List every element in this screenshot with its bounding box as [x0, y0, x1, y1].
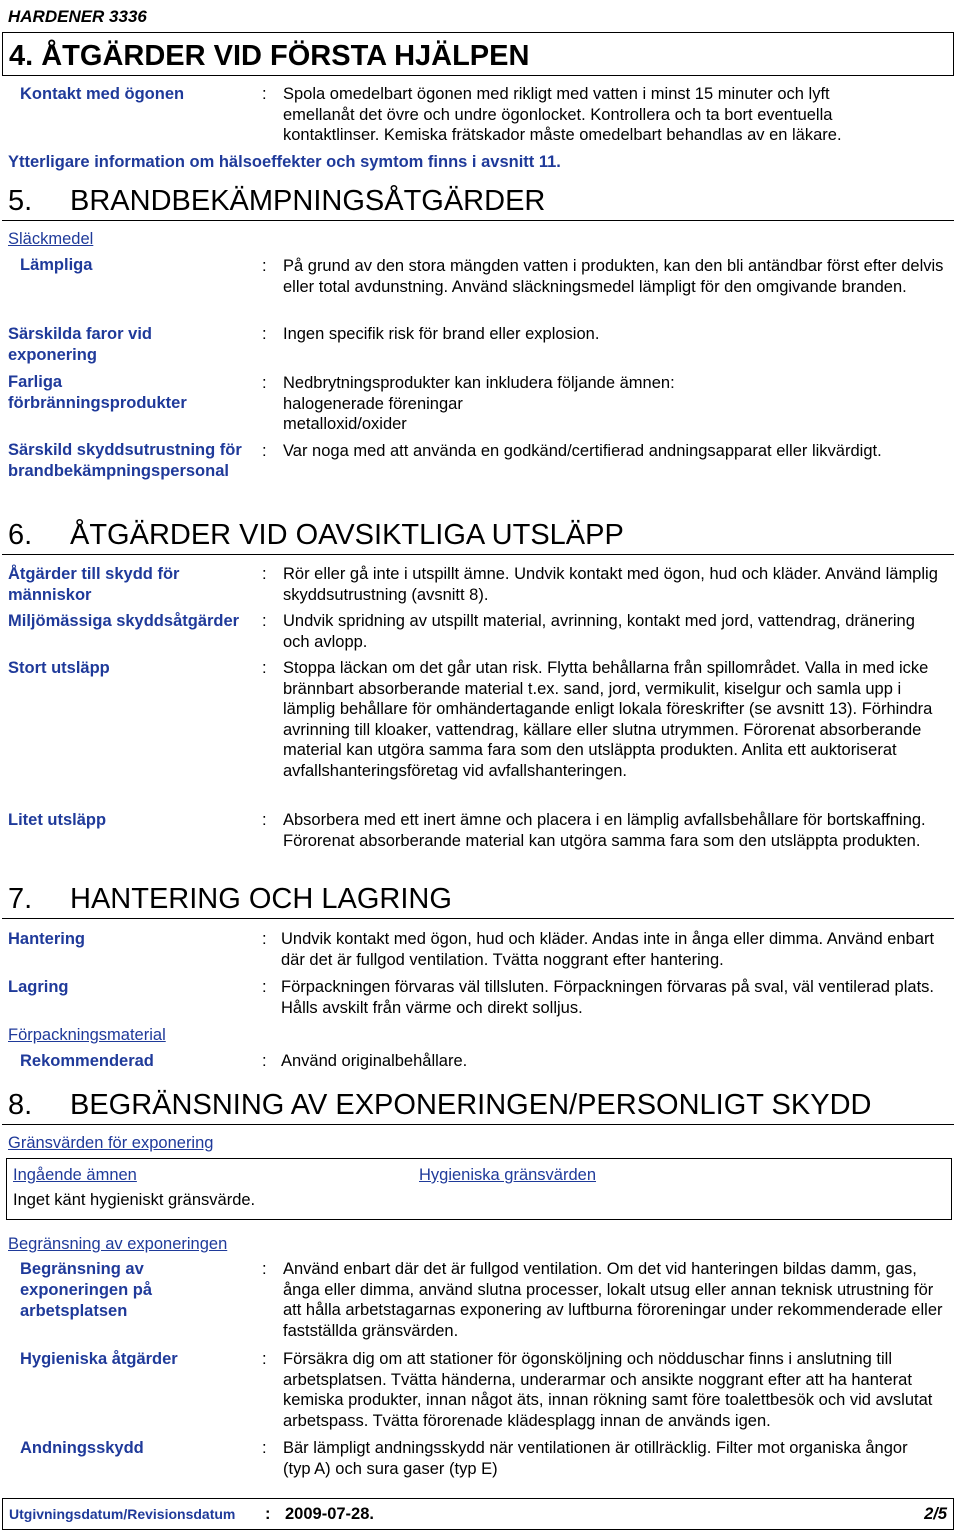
special-hazards-label: Särskilda faror vid exponering	[8, 325, 152, 364]
workplace-controls-label: Begränsning av exponeringen på arbetsplatsen	[20, 1260, 153, 1320]
hygiene-limits-column-header: Hygieniska gränsvärden	[419, 1166, 597, 1184]
footer-box	[2, 1498, 954, 1530]
colon: :	[262, 1052, 267, 1070]
suitable-media-label: Lämpliga	[20, 256, 93, 274]
ingredients-column-header: Ingående ämnen	[13, 1166, 137, 1184]
large-spill-label: Stort utsläpp	[8, 659, 110, 677]
colon: :	[262, 811, 267, 829]
small-spill-label: Litet utsläpp	[8, 811, 107, 829]
section-5-title: BRANDBEKÄMPNINGSÅTGÄRDER	[70, 185, 546, 217]
colon: :	[262, 612, 267, 630]
firefighter-equipment-text: Var noga med att använda en godkänd/certifierad andningsapparat eller likvärdigt.	[283, 442, 882, 460]
section-7-rule	[2, 918, 954, 919]
revision-date-value: 2009-07-28.	[285, 1505, 374, 1523]
eye-contact-text: Spola omedelbart ögonen med rikligt med vatten i minst 15 minuter och lyft emellanåt det övre och undre ögonlocket. Kontrollera och ta bort eventuella kontaktlinser. Kemiska frätskador måste omedelbart behandlas av en läkare.	[283, 85, 842, 145]
eye-contact-label: Kontakt med ögonen	[20, 85, 185, 103]
environmental-precautions-label: Miljömässiga skyddsåtgärder	[8, 612, 240, 630]
personal-precautions-text: Rör eller gå inte i utspillt ämne. Undvik kontakt med ögon, hud och kläder. Använd lämplig skyddsutrustning (avsnitt 8).	[283, 565, 938, 604]
colon: :	[262, 1439, 267, 1457]
colon: :	[262, 325, 267, 343]
colon: :	[262, 1260, 267, 1278]
large-spill-text: Stoppa läckan om det går utan risk. Flytta behållarna från spillområdet. Valla in med icke brännbart absorberande material t.ex. sand, jord, vermikulit, kiselgur och samla upp i lämplig behållare för omhändertagande enligt lokala föreskrifter (se avsnitt 13). Förhindra avrinning till kloaker, vattendrag, källare eller slutna utrymmen. Förorenat absorberande material kan utgöra samma fara som den utsläppta produkten. Anlita ett auktoriserat avfallshanteringsföretag vid avfallshanteringen.	[283, 659, 933, 780]
special-hazards-text: Ingen specifik risk för brand eller explosion.	[283, 325, 600, 343]
section-8-title: BEGRÄNSNING AV EXPONERINGEN/PERSONLIGT SKYDD	[70, 1089, 872, 1121]
suitable-media-text: På grund av den stora mängden vatten i produkten, kan den bli antändbar först efter delvis eller total avdunstning. Använd släckningsmedel lämpligt för den omgivande branden.	[283, 257, 944, 296]
section-4-title: 4. ÅTGÄRDER VID FÖRSTA HJÄLPEN	[9, 40, 530, 72]
hygiene-measures-text: Försäkra dig om att stationer för ögonsköljning och nödduschar finns i anslutning till arbetsplatsen. Tvätta händerna, underarmar och ansikte noggrant efter att ha hanterat kemiska produkter, innan något äts, innan rökning samt före toalettbesök och vid avslutat arbetspass. Tvätta förorenade klädesplagg innan de används igen.	[283, 1350, 933, 1430]
section-6-rule	[2, 554, 954, 555]
section-7-number: 7.	[8, 883, 33, 915]
colon: :	[265, 1505, 271, 1523]
packaging-material-heading: Förpackningsmaterial	[8, 1026, 166, 1044]
environmental-precautions-text: Undvik spridning av utspillt material, avrinning, kontakt med jord, vattendrag, dränering och avlopp.	[283, 612, 915, 651]
section-5-number: 5.	[8, 185, 33, 217]
extinguishing-media-heading: Släckmedel	[8, 230, 94, 248]
revision-date-label: Utgivningsdatum/Revisionsdatum	[9, 1506, 236, 1522]
combustion-products-text: Nedbrytningsprodukter kan inkludera följande ämnen: halogenerade föreningar metalloxid/oxider	[283, 374, 675, 434]
recommended-label: Rekommenderad	[20, 1052, 154, 1070]
colon: :	[262, 565, 267, 583]
exposure-limits-heading: Gränsvärden för exponering	[8, 1134, 214, 1152]
section-8-rule	[2, 1124, 954, 1125]
respiratory-protection-text: Bär lämpligt andningsskydd när ventilationen är otillräcklig. Filter mot organiska ångor (typ A) och sura gaser (typ E)	[283, 1439, 908, 1478]
exposure-controls-heading: Begränsning av exponeringen	[8, 1235, 228, 1253]
colon: :	[262, 442, 267, 460]
section-4-box	[2, 32, 954, 76]
small-spill-text: Absorbera med ett inert ämne och placera i en lämplig avfallsbehållare för bortskaffning. Förorenat absorberande material kan utgöra samma fara som den utsläppta produkten.	[283, 811, 926, 850]
product-name: HARDENER 3336	[8, 7, 147, 26]
respiratory-protection-label: Andningsskydd	[20, 1439, 144, 1457]
section-7-title: HANTERING OCH LAGRING	[70, 883, 452, 915]
handling-label: Hantering	[8, 930, 86, 948]
section-6-title: ÅTGÄRDER VID OAVSIKTLIGA UTSLÄPP	[70, 519, 624, 551]
storage-text: Förpackningen förvaras väl tillsluten. Förpackningen förvaras på sval, väl ventilerad plats. Hålls avskilt från värme och direkt solljus.	[281, 978, 934, 1017]
section-6-number: 6.	[8, 519, 33, 551]
colon: :	[262, 374, 267, 392]
combustion-products-label: Farliga förbränningsprodukter	[8, 373, 187, 412]
colon: :	[262, 1350, 267, 1368]
colon: :	[262, 930, 267, 948]
colon: :	[262, 257, 267, 275]
more-info-note: Ytterligare information om hälsoeffekter och symtom finns i avsnitt 11.	[8, 153, 561, 171]
section-8-number: 8.	[8, 1089, 33, 1121]
recommended-text: Använd originalbehållare.	[281, 1052, 468, 1070]
page-number: 2/5	[924, 1505, 947, 1523]
handling-text: Undvik kontakt med ögon, hud och kläder. Andas inte in ånga eller dimma. Använd enbart där det är fullgod ventilation. Tvätta noggrant efter hantering.	[281, 930, 935, 969]
workplace-controls-text: Använd enbart där det är fullgod ventilation. Om det vid hanteringen bildas damm, gas, ånga eller dimma, använd slutna processer, lokalt utsug eller annan teknisk utrustning för att hålla arbetstagarnas exponering av luftburna föroreningar under rekommenderade eller fastställda gränsvärden.	[283, 1260, 943, 1340]
hygiene-measures-label: Hygieniska åtgärder	[20, 1350, 178, 1368]
section-5-rule	[2, 220, 954, 221]
exposure-limits-table	[6, 1158, 952, 1220]
personal-precautions-label: Åtgärder till skydd för människor	[8, 565, 180, 604]
colon: :	[262, 978, 267, 996]
firefighter-equipment-label: Särskild skyddsutrustning för brandbekämpningspersonal	[8, 441, 242, 480]
colon: :	[262, 659, 267, 677]
no-limit-text: Inget känt hygieniskt gränsvärde.	[13, 1191, 256, 1209]
colon: :	[262, 85, 267, 103]
storage-label: Lagring	[8, 978, 69, 996]
